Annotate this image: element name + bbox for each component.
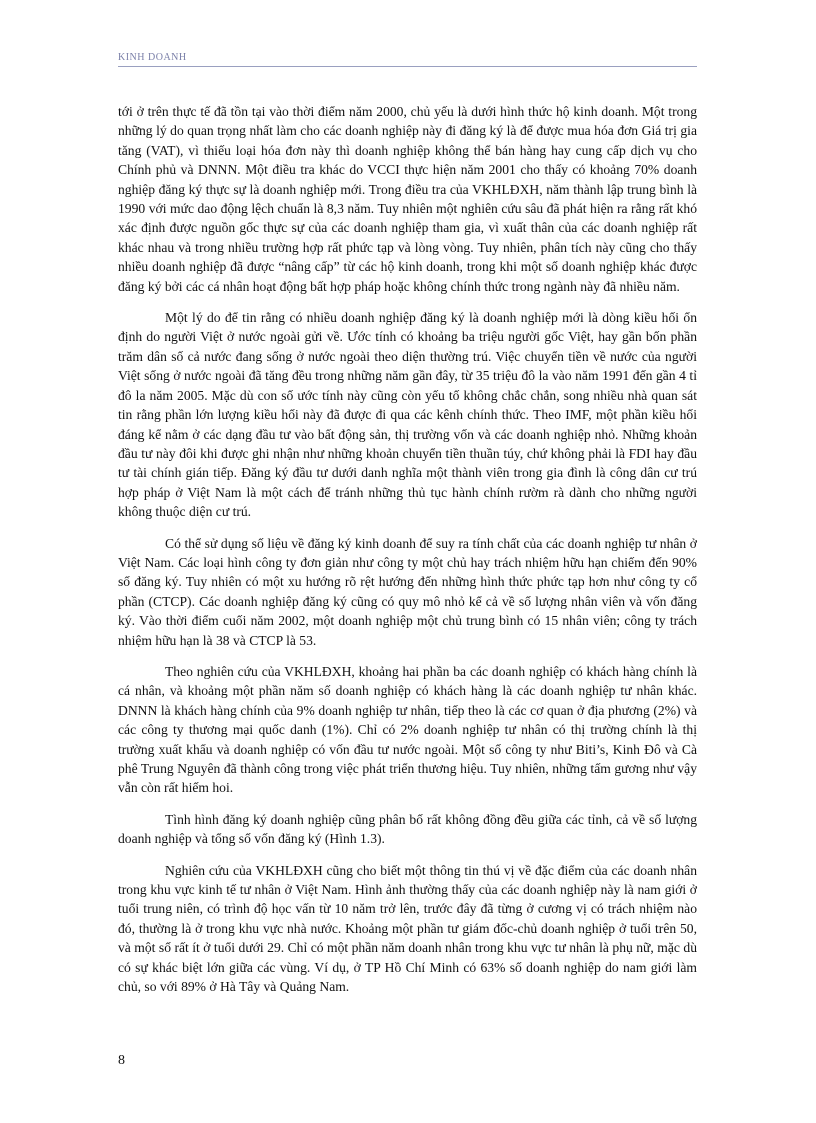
paragraph: Một lý do để tin rằng có nhiều doanh nghiệp đăng ký là doanh nghiệp mới là dòng kiều hối ổn định do người Việt ở nước ngoài gửi về. Ước tính có khoảng ba triệu người gốc Việt, hay gần bốn phần trăm dân số cả nước đang sống ở nước ngoài theo diện thường trú. Việc chuyển tiền về nước của người Việt sống ở nước ngoài đã tăng đều trong những năm gần đây, từ 35 triệu đô la vào năm 1991 đến gần 4 tỉ đô la năm 2005. Mặc dù con số ước tính này cũng còn yếu tố không chắc chắn, song nhiều nhà quan sát tin rằng phần lớn lượng kiều hối này đã được đi qua các kênh chính thức. Theo IMF, một phần kiều hối đáng kể nằm ở các dạng đầu tư vào bất động sản, thị trường vốn và các doanh nghiệp nhỏ. Những khoản đầu tư này đôi khi được ghi nhận như những khoản chuyển tiền thuần túy, chứ không phải là FDI hay đầu tư tài chính gián tiếp. Đăng ký đầu tư dưới danh nghĩa một thành viên trong gia đình là công dân cư trú hợp pháp ở Việt Nam là một cách để tránh những thủ tục hành chính rườm rà dành cho những người không thuộc diện cư trú.	[118, 310, 697, 520]
paragraph: Theo nghiên cứu của VKHLĐXH, khoảng hai phần ba các doanh nghiệp có khách hàng chính là cá nhân, và khoảng một phần năm số doanh nghiệp có khách hàng là các doanh nghiệp tư nhân khác. DNNN là khách hàng chính của 9% doanh nghiệp tư nhân, tiếp theo là các cơ quan ở địa phương (2%) và các công ty thương mại quốc danh (1%). Chỉ có 2% doanh nghiệp tư nhân có thị trường chính là thị trường xuất khẩu và doanh nghiệp có vốn đầu tư nước ngoài. Một số công ty như Biti’s, Kinh Đô và Cà phê Trung Nguyên đã thành công trong việc phát triển thương hiệu. Tuy nhiên, những tấm gương như vậy vẫn còn rất hiếm hoi.	[118, 663, 697, 796]
paragraph: Tình hình đăng ký doanh nghiệp cũng phân bố rất không đồng đều giữa các tỉnh, cả về số lượng doanh nghiệp và tổng số vốn đăng ký (Hình 1.3).	[118, 811, 697, 847]
paragraph: tới ở trên thực tế đã tồn tại vào thời điểm năm 2000, chủ yếu là dưới hình thức hộ kinh doanh. Một trong những lý do quan trọng nhất làm cho các doanh nghiệp này đi đăng ký là để được mua hóa đơn Giá trị gia tăng (VAT), vì thiếu loại hóa đơn này thì doanh nghiệp không thể bán hàng hay cung cấp dịch vụ cho Chính phủ và DNNN. Một điều tra khác do VCCI thực hiện năm 2001 cho thấy có khoảng 70% doanh nghiệp đăng ký thực sự là doanh nghiệp mới. Trong điều tra của VKHLĐXH, năm thành lập trung bình là 1990 với mức dao động lệch chuẩn là 8,3 năm. Tuy nhiên một nghiên cứu sâu đã phát hiện ra rằng rất khó xác định được nguồn gốc thực sự của các doanh nghiệp tham gia, vì xuất thân của các doanh nghiệp rất khác nhau và trong nhiều trường hợp rất phức tạp và lòng vòng. Tuy nhiên, phân tích này cũng cho thấy nhiều doanh nghiệp đã được “nâng cấp” từ các hộ kinh doanh, trong khi một số doanh nghiệp khác được đăng ký bởi các cá nhân hoạt động bất hợp pháp hoặc không chính thức trong ngành này đã nhiều năm.	[118, 104, 697, 294]
page-number: 8	[118, 1053, 125, 1068]
paragraph: Có thể sử dụng số liệu về đăng ký kinh doanh để suy ra tính chất của các doanh nghiệp tư nhân ở Việt Nam. Các loại hình công ty đơn giản như công ty một chủ hay trách nhiệm hữu hạn chiếm đến 90% số đăng ký. Tuy nhiên có một xu hướng rõ rệt hướng đến những hình thức phức tạp hơn như công ty cổ phần (CTCP). Các doanh nghiệp đăng ký cũng có quy mô nhỏ kể cả về số lượng nhân viên và vốn đăng ký. Vào thời điểm cuối năm 2002, một doanh nghiệp một chủ trung bình có 15 nhân viên; công ty trách nhiệm hữu hạn là 38 và CTCP là 53.	[118, 535, 697, 648]
body-text	[118, 102, 697, 1008]
header-rule	[118, 66, 697, 67]
running-header-title: KINH DOANH	[118, 52, 187, 63]
paragraph: Nghiên cứu của VKHLĐXH cũng cho biết một thông tin thú vị về đặc điểm của các doanh nhân trong khu vực kinh tế tư nhân ở Việt Nam. Hình ảnh thường thấy của các doanh nghiệp này là nam giới ở tuổi trung niên, có trình độ học vấn từ 10 năm trở lên, trước đây đã từng ở cương vị có trách nhiệm nào đó, thường là ở trong khu vực nhà nước. Khoảng một phần tư giám đốc-chủ doanh nghiệp ở tuổi trên 50, và một số rất ít ở tuổi dưới 29. Chỉ có một phần năm doanh nhân trong khu vực tư nhân là phụ nữ, mặc dù có sự khác biệt lớn giữa các vùng. Ví dụ, ở TP Hồ Chí Minh có 63% số doanh nghiệp do nam giới làm chủ, so với 89% ở Hà Tây và Quảng Nam.	[118, 862, 697, 995]
running-header	[118, 52, 697, 63]
